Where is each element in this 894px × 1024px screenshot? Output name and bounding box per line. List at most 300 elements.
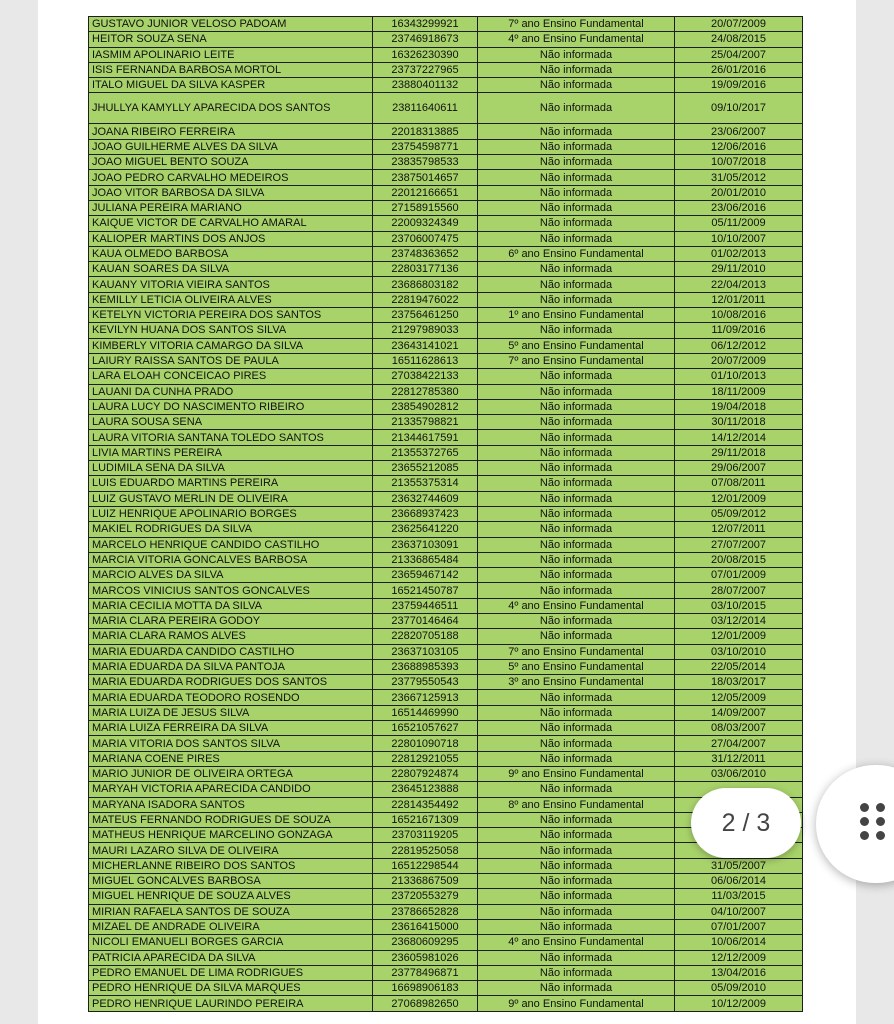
student-birth-date: 24/08/2015	[675, 32, 803, 47]
student-name: LAURA LUCY DO NASCIMENTO RIBEIRO	[89, 399, 373, 414]
student-name: KETELYN VICTORIA PEREIRA DOS SANTOS	[89, 308, 373, 323]
student-birth-date: 25/04/2007	[675, 47, 803, 62]
student-birth-date: 06/12/2012	[675, 338, 803, 353]
student-grade: Não informada	[478, 384, 675, 399]
student-table	[88, 16, 803, 1012]
student-id: 16521671309	[373, 812, 478, 827]
student-birth-date: 11/03/2015	[675, 889, 803, 904]
student-id: 22807924874	[373, 766, 478, 781]
student-name: KAIQUE VICTOR DE CARVALHO AMARAL	[89, 216, 373, 231]
student-id: 22812785380	[373, 384, 478, 399]
student-name: MARCELO HENRIQUE CANDIDO CASTILHO	[89, 537, 373, 552]
student-name: LUIS EDUARDO MARTINS PEREIRA	[89, 476, 373, 491]
table-row	[89, 93, 803, 124]
student-name: MIZAEL DE ANDRADE OLIVEIRA	[89, 919, 373, 934]
student-name: MARCOS VINICIUS SANTOS GONCALVES	[89, 583, 373, 598]
student-name: MICHERLANNE RIBEIRO DOS SANTOS	[89, 858, 373, 873]
student-birth-date: 29/11/2018	[675, 445, 803, 460]
student-name: MARIA CLARA PEREIRA GODOY	[89, 613, 373, 628]
student-name: PEDRO EMANUEL DE LIMA RODRIGUES	[89, 965, 373, 980]
table-row	[89, 644, 803, 659]
student-birth-date: 31/05/2007	[675, 858, 803, 873]
student-name: MARIO JUNIOR DE OLIVEIRA ORTEGA	[89, 766, 373, 781]
student-name: KIMBERLY VITORIA CAMARGO DA SILVA	[89, 338, 373, 353]
student-id: 23616415000	[373, 919, 478, 934]
student-grade: Não informada	[478, 62, 675, 77]
student-name: LUIZ GUSTAVO MERLIN DE OLIVEIRA	[89, 491, 373, 506]
student-id: 23643141021	[373, 338, 478, 353]
student-grade: Não informada	[478, 399, 675, 414]
student-name: JHULLYA KAMYLLY APARECIDA DOS SANTOS	[89, 93, 373, 124]
student-grade: 5º ano Ensino Fundamental	[478, 659, 675, 674]
student-name: MARYANA ISADORA SANTOS	[89, 797, 373, 812]
student-birth-date: 03/10/2010	[675, 644, 803, 659]
table-row	[89, 935, 803, 950]
student-id: 23811640611	[373, 93, 478, 124]
student-birth-date: 12/01/2009	[675, 629, 803, 644]
student-grade: 5º ano Ensino Fundamental	[478, 338, 675, 353]
student-id: 16521450787	[373, 583, 478, 598]
student-birth-date: 05/09/2010	[675, 981, 803, 996]
student-birth-date: 09/10/2017	[675, 93, 803, 124]
student-name: MATEUS FERNANDO RODRIGUES DE SOUZA	[89, 812, 373, 827]
table-row	[89, 17, 803, 32]
student-grade: 7º ano Ensino Fundamental	[478, 17, 675, 32]
student-birth-date: 31/05/2012	[675, 170, 803, 185]
student-grade: Não informada	[478, 721, 675, 736]
table-row	[89, 323, 803, 338]
student-name: MARIA LUIZA FERREIRA DA SILVA	[89, 721, 373, 736]
student-id: 23637103105	[373, 644, 478, 659]
table-row	[89, 32, 803, 47]
table-row	[89, 705, 803, 720]
student-grade: 7º ano Ensino Fundamental	[478, 644, 675, 659]
student-name: MARCIO ALVES DA SILVA	[89, 568, 373, 583]
student-grade: Não informada	[478, 690, 675, 705]
student-id: 23632744609	[373, 491, 478, 506]
student-id: 23686803182	[373, 277, 478, 292]
student-birth-date: 12/01/2009	[675, 491, 803, 506]
student-id: 22819525058	[373, 843, 478, 858]
student-grade: 8º ano Ensino Fundamental	[478, 797, 675, 812]
student-birth-date: 07/01/2007	[675, 919, 803, 934]
student-id: 23605981026	[373, 950, 478, 965]
student-grade: Não informada	[478, 613, 675, 628]
student-birth-date: 20/08/2015	[675, 552, 803, 567]
table-row	[89, 690, 803, 705]
student-birth-date: 12/12/2009	[675, 950, 803, 965]
table-row	[89, 353, 803, 368]
student-id: 23688985393	[373, 659, 478, 674]
page-indicator-text: 2 / 3	[721, 808, 771, 837]
student-birth-date: 10/06/2014	[675, 935, 803, 950]
table-row	[89, 659, 803, 674]
student-id: 22018313885	[373, 124, 478, 139]
student-birth-date: 08/03/2007	[675, 721, 803, 736]
student-name: JOANA RIBEIRO FERREIRA	[89, 124, 373, 139]
table-row	[89, 185, 803, 200]
student-grade: Não informada	[478, 47, 675, 62]
student-birth-date: 12/07/2011	[675, 522, 803, 537]
table-row	[89, 766, 803, 781]
student-birth-date: 10/12/2009	[675, 996, 803, 1011]
student-name: LAUANI DA CUNHA PRADO	[89, 384, 373, 399]
student-grade: Não informada	[478, 78, 675, 93]
table-row	[89, 461, 803, 476]
table-row	[89, 246, 803, 261]
student-name: LAURA SOUSA SENA	[89, 415, 373, 430]
student-grade: Não informada	[478, 629, 675, 644]
table-row	[89, 292, 803, 307]
student-id: 22820705188	[373, 629, 478, 644]
student-grade: Não informada	[478, 782, 675, 797]
student-birth-date: 27/04/2007	[675, 736, 803, 751]
student-grade: 4º ano Ensino Fundamental	[478, 935, 675, 950]
table-row	[89, 445, 803, 460]
student-id: 16343299921	[373, 17, 478, 32]
table-row	[89, 338, 803, 353]
student-grade: Não informada	[478, 812, 675, 827]
table-row	[89, 522, 803, 537]
table-row	[89, 843, 803, 858]
table-row	[89, 384, 803, 399]
student-id: 23779550543	[373, 675, 478, 690]
student-grade: Não informada	[478, 751, 675, 766]
student-grade: Não informada	[478, 124, 675, 139]
student-id: 23706007475	[373, 231, 478, 246]
student-birth-date: 26/01/2016	[675, 62, 803, 77]
student-id: 23756461250	[373, 308, 478, 323]
student-name: MARIA EDUARDA DA SILVA PANTOJA	[89, 659, 373, 674]
table-row	[89, 736, 803, 751]
student-grade: 9º ano Ensino Fundamental	[478, 996, 675, 1011]
student-name: MARIANA COENE PIRES	[89, 751, 373, 766]
table-row	[89, 965, 803, 980]
student-grade: 3º ano Ensino Fundamental	[478, 675, 675, 690]
student-birth-date: 31/12/2011	[675, 751, 803, 766]
table-row	[89, 613, 803, 628]
table-row	[89, 369, 803, 384]
student-birth-date: 29/06/2007	[675, 461, 803, 476]
student-id: 21336867509	[373, 874, 478, 889]
student-name: KAUANY VITORIA VIEIRA SANTOS	[89, 277, 373, 292]
student-grade: Não informada	[478, 292, 675, 307]
student-name: MARIA EDUARDA TEODORO ROSENDO	[89, 690, 373, 705]
student-id: 23659467142	[373, 568, 478, 583]
student-birth-date: 12/01/2011	[675, 292, 803, 307]
student-name: KEMILLY LETICIA OLIVEIRA ALVES	[89, 292, 373, 307]
student-birth-date: 03/10/2015	[675, 598, 803, 613]
table-row	[89, 675, 803, 690]
student-name: MATHEUS HENRIQUE MARCELINO GONZAGA	[89, 828, 373, 843]
table-row	[89, 904, 803, 919]
student-name: MARIA LUIZA DE JESUS SILVA	[89, 705, 373, 720]
student-grade: Não informada	[478, 262, 675, 277]
student-id: 23720553279	[373, 889, 478, 904]
student-id: 27158915560	[373, 200, 478, 215]
student-birth-date: 01/02/2013	[675, 246, 803, 261]
student-id: 23754598771	[373, 139, 478, 154]
student-birth-date: 22/04/2013	[675, 277, 803, 292]
student-grade: Não informada	[478, 155, 675, 170]
student-grade: 1º ano Ensino Fundamental	[478, 308, 675, 323]
student-birth-date: 07/08/2011	[675, 476, 803, 491]
student-id: 23625641220	[373, 522, 478, 537]
student-id: 23746918673	[373, 32, 478, 47]
table-row	[89, 981, 803, 996]
student-birth-date: 04/10/2007	[675, 904, 803, 919]
student-id: 22812921055	[373, 751, 478, 766]
table-row	[89, 889, 803, 904]
student-id: 16521057627	[373, 721, 478, 736]
table-row	[89, 78, 803, 93]
student-birth-date: 06/06/2014	[675, 874, 803, 889]
student-id: 23770146464	[373, 613, 478, 628]
table-row	[89, 231, 803, 246]
student-id: 23778496871	[373, 965, 478, 980]
student-grade: Não informada	[478, 277, 675, 292]
student-grade: Não informada	[478, 461, 675, 476]
student-grade: Não informada	[478, 185, 675, 200]
table-row	[89, 62, 803, 77]
student-grade: Não informada	[478, 919, 675, 934]
student-id: 21344617591	[373, 430, 478, 445]
student-name: IASMIM APOLINARIO LEITE	[89, 47, 373, 62]
student-birth-date: 20/07/2009	[675, 17, 803, 32]
student-birth-date: 19/04/2018	[675, 399, 803, 414]
student-id: 21335798821	[373, 415, 478, 430]
student-birth-date: 05/11/2009	[675, 216, 803, 231]
student-id: 21297989033	[373, 323, 478, 338]
table-row	[89, 124, 803, 139]
student-grade: Não informada	[478, 736, 675, 751]
student-name: KEVILYN HUANA DOS SANTOS SILVA	[89, 323, 373, 338]
student-id: 23748363652	[373, 246, 478, 261]
student-grade: Não informada	[478, 369, 675, 384]
student-id: 16514469990	[373, 705, 478, 720]
table-row	[89, 552, 803, 567]
table-row	[89, 491, 803, 506]
student-id: 23645123888	[373, 782, 478, 797]
student-grade: Não informada	[478, 889, 675, 904]
student-grade: Não informada	[478, 216, 675, 231]
student-name: KAUAN SOARES DA SILVA	[89, 262, 373, 277]
student-birth-date: 29/11/2010	[675, 262, 803, 277]
student-grade: Não informada	[478, 491, 675, 506]
table-row	[89, 155, 803, 170]
student-name: MARYAH VICTORIA APARECIDA CANDIDO	[89, 782, 373, 797]
table-row	[89, 262, 803, 277]
student-name: MIGUEL HENRIQUE DE SOUZA ALVES	[89, 889, 373, 904]
student-grade: Não informada	[478, 430, 675, 445]
student-name: LARA ELOAH CONCEICAO PIRES	[89, 369, 373, 384]
student-grade: Não informada	[478, 445, 675, 460]
student-name: NICOLI EMANUELI BORGES GARCIA	[89, 935, 373, 950]
student-birth-date: 11/09/2016	[675, 323, 803, 338]
student-id: 16512298544	[373, 858, 478, 873]
table-row	[89, 476, 803, 491]
student-grade: Não informada	[478, 904, 675, 919]
student-birth-date: 19/09/2016	[675, 78, 803, 93]
student-grade: Não informada	[478, 323, 675, 338]
student-id: 23875014657	[373, 170, 478, 185]
student-grade: Não informada	[478, 200, 675, 215]
student-birth-date: 12/06/2016	[675, 139, 803, 154]
student-id: 23637103091	[373, 537, 478, 552]
student-id: 23655212085	[373, 461, 478, 476]
table-row	[89, 874, 803, 889]
grid-dots-icon	[860, 803, 890, 847]
student-name: LAIURY RAISSA SANTOS DE PAULA	[89, 353, 373, 368]
student-birth-date: 20/07/2009	[675, 353, 803, 368]
table-row	[89, 568, 803, 583]
table-row	[89, 721, 803, 736]
student-birth-date: 10/08/2016	[675, 308, 803, 323]
student-id: 22012166651	[373, 185, 478, 200]
student-grade: Não informada	[478, 170, 675, 185]
student-grade: Não informada	[478, 552, 675, 567]
student-birth-date: 14/09/2007	[675, 705, 803, 720]
table-row	[89, 200, 803, 215]
student-birth-date: 10/10/2007	[675, 231, 803, 246]
student-grade: 4º ano Ensino Fundamental	[478, 32, 675, 47]
student-name: LIVIA MARTINS PEREIRA	[89, 445, 373, 460]
student-grade: Não informada	[478, 537, 675, 552]
student-birth-date: 18/11/2009	[675, 384, 803, 399]
student-id: 23835798533	[373, 155, 478, 170]
student-name: LAURA VITORIA SANTANA TOLEDO SANTOS	[89, 430, 373, 445]
student-name: PEDRO HENRIQUE DA SILVA MARQUES	[89, 981, 373, 996]
student-name: MARCIA VITORIA GONCALVES BARBOSA	[89, 552, 373, 567]
student-name: JOAO PEDRO CARVALHO MEDEIROS	[89, 170, 373, 185]
student-id: 23668937423	[373, 506, 478, 521]
student-id: 21355372765	[373, 445, 478, 460]
table-row	[89, 950, 803, 965]
table-row	[89, 139, 803, 154]
table-row	[89, 919, 803, 934]
student-id: 23786652828	[373, 904, 478, 919]
student-birth-date: 20/01/2010	[675, 185, 803, 200]
student-grade: Não informada	[478, 522, 675, 537]
student-id: 21336865484	[373, 552, 478, 567]
student-id: 22819476022	[373, 292, 478, 307]
student-grade: Não informada	[478, 843, 675, 858]
student-grade: Não informada	[478, 874, 675, 889]
student-name: MARIA EDUARDA CANDIDO CASTILHO	[89, 644, 373, 659]
student-id: 16511628613	[373, 353, 478, 368]
student-id: 23703119205	[373, 828, 478, 843]
student-id: 16326230390	[373, 47, 478, 62]
student-grade: Não informada	[478, 981, 675, 996]
table-row	[89, 430, 803, 445]
student-name: MAURI LAZARO SILVA DE OLIVEIRA	[89, 843, 373, 858]
student-birth-date: 12/05/2009	[675, 690, 803, 705]
table-row	[89, 216, 803, 231]
student-name: MARIA CECILIA MOTTA DA SILVA	[89, 598, 373, 613]
student-grade: Não informada	[478, 950, 675, 965]
student-name: MIRIAN RAFAELA SANTOS DE SOUZA	[89, 904, 373, 919]
student-grade: 9º ano Ensino Fundamental	[478, 766, 675, 781]
student-name: GUSTAVO JUNIOR VELOSO PADOAM	[89, 17, 373, 32]
student-name: MARIA CLARA RAMOS ALVES	[89, 629, 373, 644]
student-name: JOAO MIGUEL BENTO SOUZA	[89, 155, 373, 170]
document-page	[38, 0, 856, 1024]
student-grade: 4º ano Ensino Fundamental	[478, 598, 675, 613]
table-row	[89, 858, 803, 873]
student-id: 22814354492	[373, 797, 478, 812]
table-row	[89, 308, 803, 323]
student-birth-date: 13/04/2016	[675, 965, 803, 980]
student-id: 21355375314	[373, 476, 478, 491]
student-grade: Não informada	[478, 415, 675, 430]
table-row	[89, 277, 803, 292]
student-birth-date: 18/03/2017	[675, 675, 803, 690]
student-birth-date: 28/07/2007	[675, 583, 803, 598]
student-grade: Não informada	[478, 705, 675, 720]
student-name: PATRICIA APARECIDA DA SILVA	[89, 950, 373, 965]
student-birth-date: 23/06/2007	[675, 124, 803, 139]
table-row	[89, 782, 803, 797]
student-name: MAKIEL RODRIGUES DA SILVA	[89, 522, 373, 537]
student-id: 16698906183	[373, 981, 478, 996]
table-row	[89, 598, 803, 613]
table-row	[89, 537, 803, 552]
table-row	[89, 170, 803, 185]
student-id: 27068982650	[373, 996, 478, 1011]
student-birth-date: 30/11/2018	[675, 415, 803, 430]
student-grade: Não informada	[478, 583, 675, 598]
student-birth-date: 03/12/2014	[675, 613, 803, 628]
student-grade: Não informada	[478, 231, 675, 246]
student-table-body	[89, 17, 803, 1012]
student-id: 23759446511	[373, 598, 478, 613]
student-name: KALIOPER MARTINS DOS ANJOS	[89, 231, 373, 246]
student-birth-date: 05/09/2012	[675, 506, 803, 521]
student-name: MARIA EDUARDA RODRIGUES DOS SANTOS	[89, 675, 373, 690]
student-grade: Não informada	[478, 828, 675, 843]
table-row	[89, 399, 803, 414]
student-id: 27038422133	[373, 369, 478, 384]
page-indicator	[691, 788, 801, 858]
student-grade: Não informada	[478, 476, 675, 491]
student-name: MIGUEL GONCALVES BARBOSA	[89, 874, 373, 889]
student-name: ITALO MIGUEL DA SILVA KASPER	[89, 78, 373, 93]
student-id: 22009324349	[373, 216, 478, 231]
student-name: JOAO VITOR BARBOSA DA SILVA	[89, 185, 373, 200]
student-name: ISIS FERNANDA BARBOSA MORTOL	[89, 62, 373, 77]
student-id: 23680609295	[373, 935, 478, 950]
student-name: LUIZ HENRIQUE APOLINARIO BORGES	[89, 506, 373, 521]
student-birth-date: 22/05/2014	[675, 659, 803, 674]
student-birth-date: 01/10/2013	[675, 369, 803, 384]
table-row	[89, 751, 803, 766]
student-birth-date: 07/01/2009	[675, 568, 803, 583]
table-row	[89, 996, 803, 1011]
student-grade: Não informada	[478, 506, 675, 521]
table-row	[89, 506, 803, 521]
student-id: 23854902812	[373, 399, 478, 414]
student-id: 23737227965	[373, 62, 478, 77]
student-id: 23880401132	[373, 78, 478, 93]
student-name: JULIANA PEREIRA MARIANO	[89, 200, 373, 215]
table-row	[89, 583, 803, 598]
student-id: 22803177136	[373, 262, 478, 277]
table-row	[89, 47, 803, 62]
student-grade: Não informada	[478, 139, 675, 154]
student-birth-date: 14/12/2014	[675, 430, 803, 445]
student-grade: 7º ano Ensino Fundamental	[478, 353, 675, 368]
student-id: 22801090718	[373, 736, 478, 751]
